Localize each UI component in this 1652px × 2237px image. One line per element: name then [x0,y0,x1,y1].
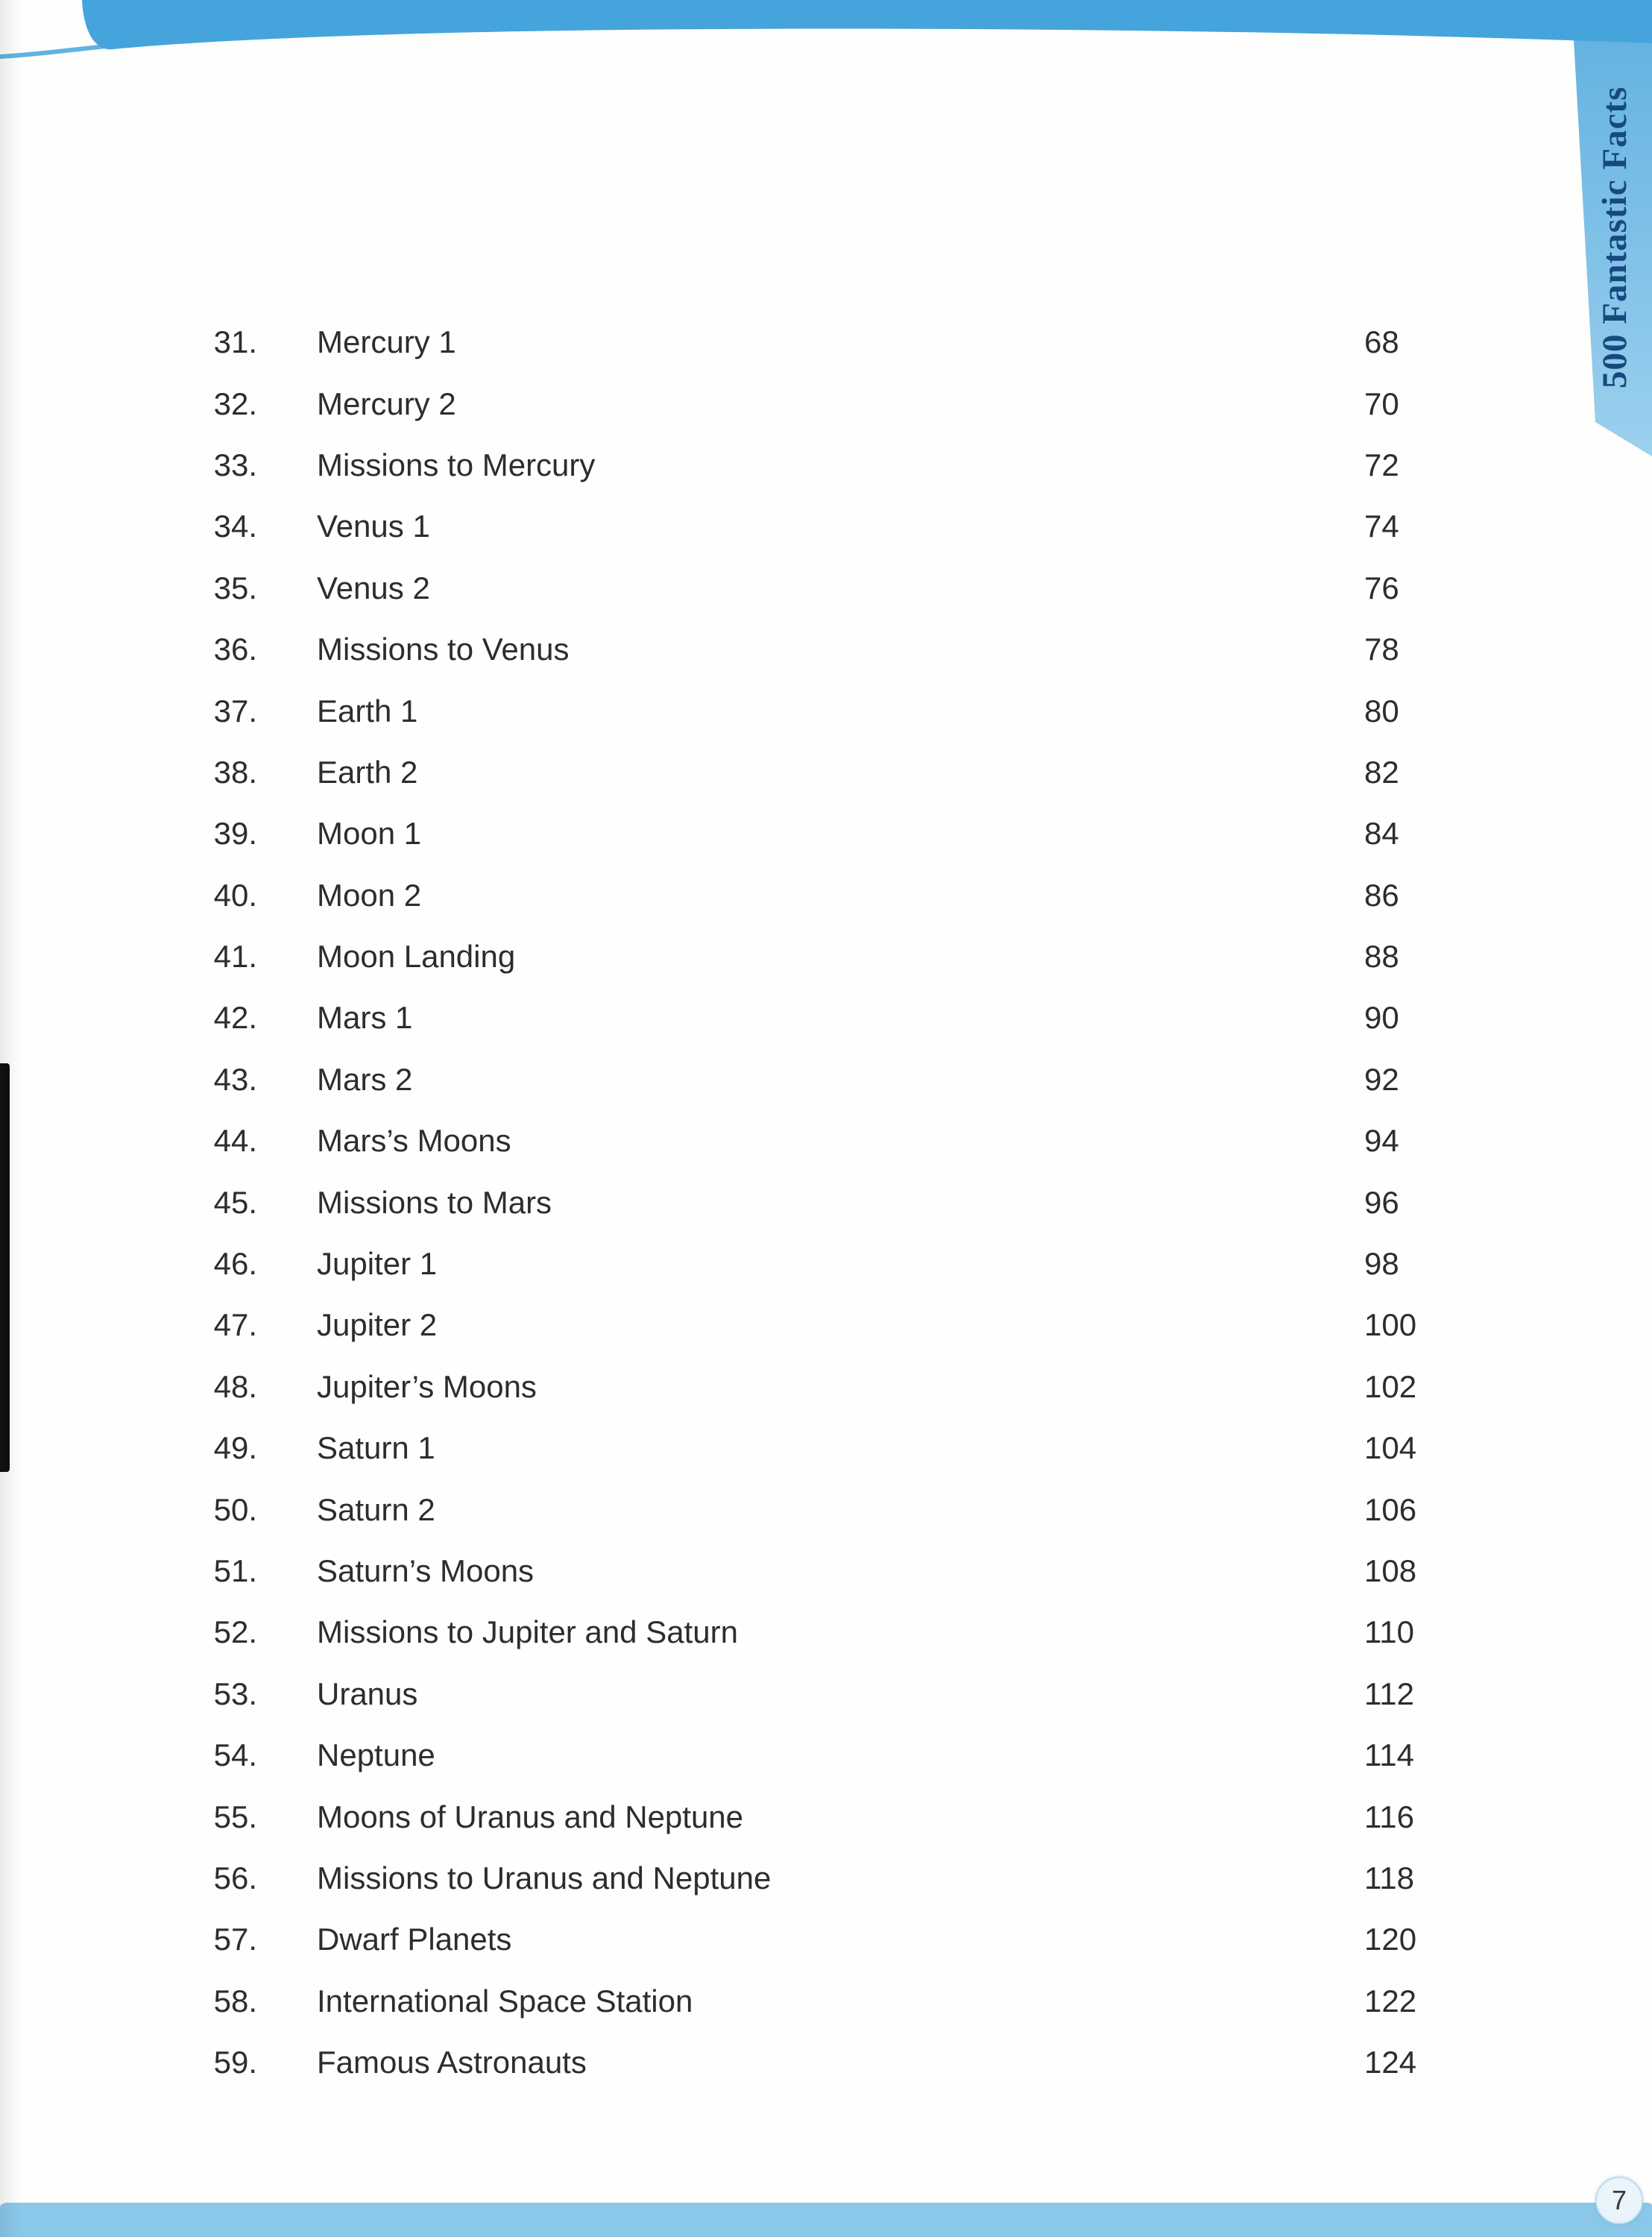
toc-row [186,1725,1484,1786]
toc-entry-number: 34. [213,509,257,544]
toc-row [186,865,1484,926]
toc-row [186,926,1484,987]
toc-entry-number: 33. [213,447,257,482]
toc-entry-number: 46. [213,1246,257,1282]
toc-entry-title: Moon Landing [317,939,516,975]
toc-entry-page: 82 [1364,754,1399,790]
toc-entry-page: 78 [1364,632,1399,667]
toc-entry-title: Dwarf Planets [317,1922,512,1957]
toc-row [186,1479,1484,1540]
toc-entry-number: 32. [213,386,257,421]
toc-row [186,1294,1484,1356]
toc-row [186,558,1484,619]
toc-row [186,2032,1484,2093]
toc-entry-title: Mars’s Moons [317,1123,511,1159]
toc-entry-page: 124 [1364,2045,1417,2080]
toc-entry-page: 86 [1364,877,1399,913]
toc-entry-page: 100 [1364,1307,1417,1343]
toc-entry-page: 96 [1364,1184,1399,1220]
toc-entry-title: Jupiter 1 [317,1246,438,1282]
toc-entry-page: 74 [1364,509,1399,544]
toc-row [186,987,1484,1048]
toc-entry-title: Missions to Uranus and Neptune [317,1860,772,1895]
toc-row [186,1909,1484,1970]
toc-entry-page: 76 [1364,570,1399,605]
toc-entry-title: International Space Station [317,1983,693,2019]
toc-entry-page: 106 [1364,1491,1417,1527]
toc-entry-page: 88 [1364,939,1399,975]
toc-entry-title: Famous Astronauts [317,2045,587,2080]
toc-entry-number: 42. [213,1000,257,1036]
toc-entry-page: 116 [1364,1799,1414,1834]
toc-entry-number: 37. [213,693,257,729]
toc-entry-title: Mars 2 [317,1061,413,1097]
toc-row [186,680,1484,741]
toc-entry-page: 120 [1364,1922,1417,1957]
toc-entry-title: Saturn’s Moons [317,1553,535,1588]
toc-entry-number: 38. [213,754,257,790]
toc-entry-title: Earth 1 [317,693,418,729]
toc-entry-page: 118 [1364,1860,1414,1895]
toc-entry-page: 114 [1364,1737,1414,1773]
toc-entry-title: Missions to Mars [317,1184,552,1220]
scan-artifact-strip [0,1063,10,1472]
toc-entry-number: 48. [213,1368,257,1404]
toc-entry-title: Mercury 1 [317,324,456,360]
toc-entry-page: 72 [1364,447,1399,482]
page-number-badge: 7 [1595,2177,1643,2224]
toc-entry-number: 47. [213,1307,257,1343]
toc-entry-title: Missions to Mercury [317,447,596,482]
toc-row [186,435,1484,496]
toc-entry-title: Jupiter’s Moons [317,1368,537,1404]
toc-entry-title: Moon 2 [317,877,422,913]
toc-entry-title: Missions to Jupiter and Saturn [317,1614,738,1650]
toc-entry-title: Saturn 2 [317,1491,435,1527]
toc-row [186,742,1484,803]
toc-entry-number: 50. [213,1491,257,1527]
toc-entry-title: Venus 1 [317,509,430,544]
toc-row [186,1541,1484,1602]
toc-entry-number: 41. [213,939,257,975]
toc-row [186,1664,1484,1725]
toc-entry-title: Earth 2 [317,754,418,790]
toc-entry-number: 52. [213,1614,257,1650]
toc-entry-number: 58. [213,1983,257,2019]
toc-row [186,1971,1484,2032]
toc-entry-title: Missions to Venus [317,632,570,667]
toc-entry-number: 35. [213,570,257,605]
toc-row [186,1786,1484,1847]
toc-row [186,1049,1484,1110]
toc-entry-number: 51. [213,1553,257,1588]
toc-entry-number: 39. [213,816,257,852]
toc-row [186,1233,1484,1294]
toc-row [186,803,1484,864]
ribbon-title: 500 Fantastic Facts [1595,86,1634,389]
toc-entry-title: Moon 1 [317,816,422,852]
toc-entry-page: 122 [1364,1983,1417,2019]
toc-entry-title: Saturn 1 [317,1430,435,1466]
toc-entry-number: 53. [213,1676,257,1711]
top-left-curl [0,41,153,57]
toc-row [186,1110,1484,1171]
toc-entry-number: 55. [213,1799,257,1834]
toc-entry-title: Mars 1 [317,1000,413,1036]
top-band [82,0,1652,49]
toc-entry-title: Venus 2 [317,570,430,605]
toc-row [186,1171,1484,1233]
toc-entry-page: 108 [1364,1553,1417,1588]
toc-row [186,619,1484,680]
toc-entry-number: 36. [213,632,257,667]
toc-entry-page: 84 [1364,816,1399,852]
footer-bar [0,2203,1652,2237]
toc-entry-title: Moons of Uranus and Neptune [317,1799,744,1834]
toc-row [186,312,1484,373]
toc-entry-page: 110 [1364,1614,1414,1650]
toc-entry-page: 104 [1364,1430,1417,1466]
toc-entry-title: Neptune [317,1737,435,1773]
toc-entry-number: 56. [213,1860,257,1895]
toc-entry-page: 92 [1364,1061,1399,1097]
toc-entry-number: 40. [213,877,257,913]
toc-entry-title: Uranus [317,1676,418,1711]
toc-row [186,373,1484,434]
toc-entry-page: 102 [1364,1368,1417,1404]
toc-entry-number: 43. [213,1061,257,1097]
toc-entry-number: 59. [213,2045,257,2080]
toc-row [186,1602,1484,1663]
toc-entry-page: 70 [1364,386,1399,421]
toc-entry-number: 57. [213,1922,257,1957]
toc-row [186,1848,1484,1909]
toc-entry-page: 90 [1364,1000,1399,1036]
toc-entry-title: Jupiter 2 [317,1307,438,1343]
toc-entry-page: 98 [1364,1246,1399,1282]
toc-entry-number: 45. [213,1184,257,1220]
toc-entry-page: 112 [1364,1676,1414,1711]
toc-row [186,496,1484,557]
toc-row [186,1356,1484,1418]
toc-entry-number: 44. [213,1123,257,1159]
toc-list [186,312,1484,2093]
toc-entry-number: 54. [213,1737,257,1773]
toc-entry-page: 94 [1364,1123,1399,1159]
toc-entry-number: 31. [213,324,257,360]
toc-entry-page: 80 [1364,693,1399,729]
toc-row [186,1418,1484,1479]
toc-entry-page: 68 [1364,324,1399,360]
toc-entry-number: 49. [213,1430,257,1466]
toc-entry-title: Mercury 2 [317,386,456,421]
